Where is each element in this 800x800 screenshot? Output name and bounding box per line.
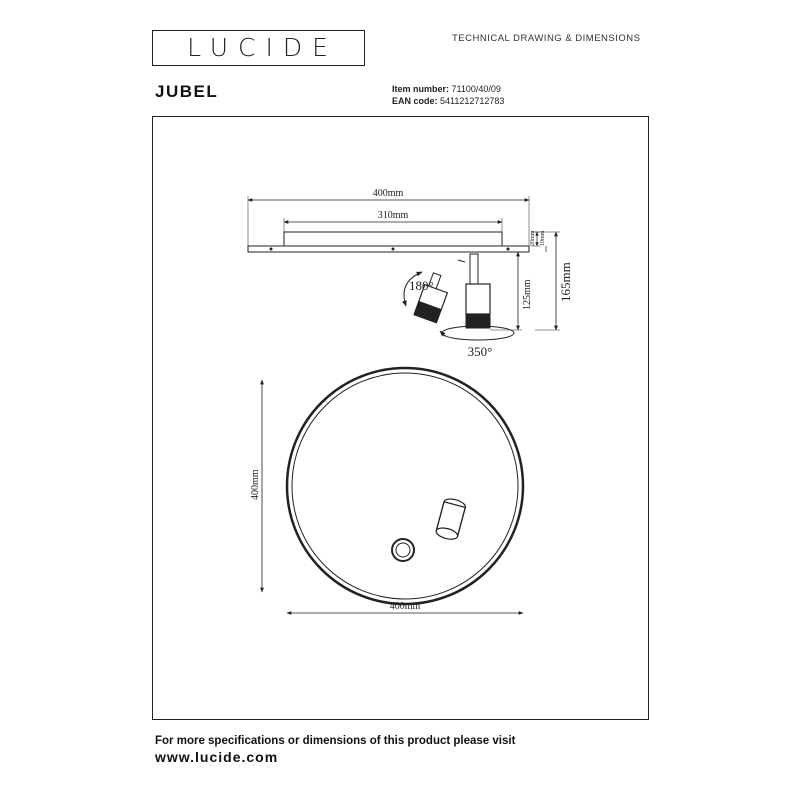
label-width-total: 400mm [372,188,404,199]
ceiling-plate [248,246,529,252]
label-tilt-angle: 180° [409,278,434,293]
label-top-height: 400mm [250,469,261,500]
side-view [248,188,573,359]
label-spot-height: 125mm [522,279,533,310]
dimension-top-height [250,380,262,592]
ean-code-value: 5411212712783 [440,96,505,106]
footer-info-text: For more specifications or dimensions of this product please visit [155,735,516,747]
dimension-width-base [284,210,502,232]
screw-dot [507,248,510,251]
disc-outer [287,368,523,604]
top-view [250,368,523,613]
mounting-base [284,232,502,246]
ean-code-label: EAN code: [392,96,438,106]
label-top-width: 400mm [389,601,421,612]
label-base-thickness: 20mm [530,230,536,246]
switch-knob [392,539,414,561]
spot-body-upper [466,284,490,314]
label-rotation-angle: 350° [467,344,493,359]
footer-url[interactable]: www.lucide.com [155,749,279,765]
dimension-thickness [530,230,546,252]
product-name: JUBEL [155,82,219,101]
dimension-top-width [287,601,523,613]
screw-dot [270,248,273,251]
spot-stem [470,254,478,284]
label-total-height: 165mm [558,262,573,302]
label-plate-thickness: 10mm [540,230,546,246]
logo-text: LUCIDE [187,33,338,62]
screw-dot [392,248,395,251]
document-type: TECHNICAL DRAWING & DIMENSIONS [452,33,641,44]
dimension-spot-height [490,252,533,330]
item-number-label: Item number: [392,84,450,94]
label-width-base: 310mm [377,210,409,221]
item-number-value: 71100/40/09 [451,84,501,94]
